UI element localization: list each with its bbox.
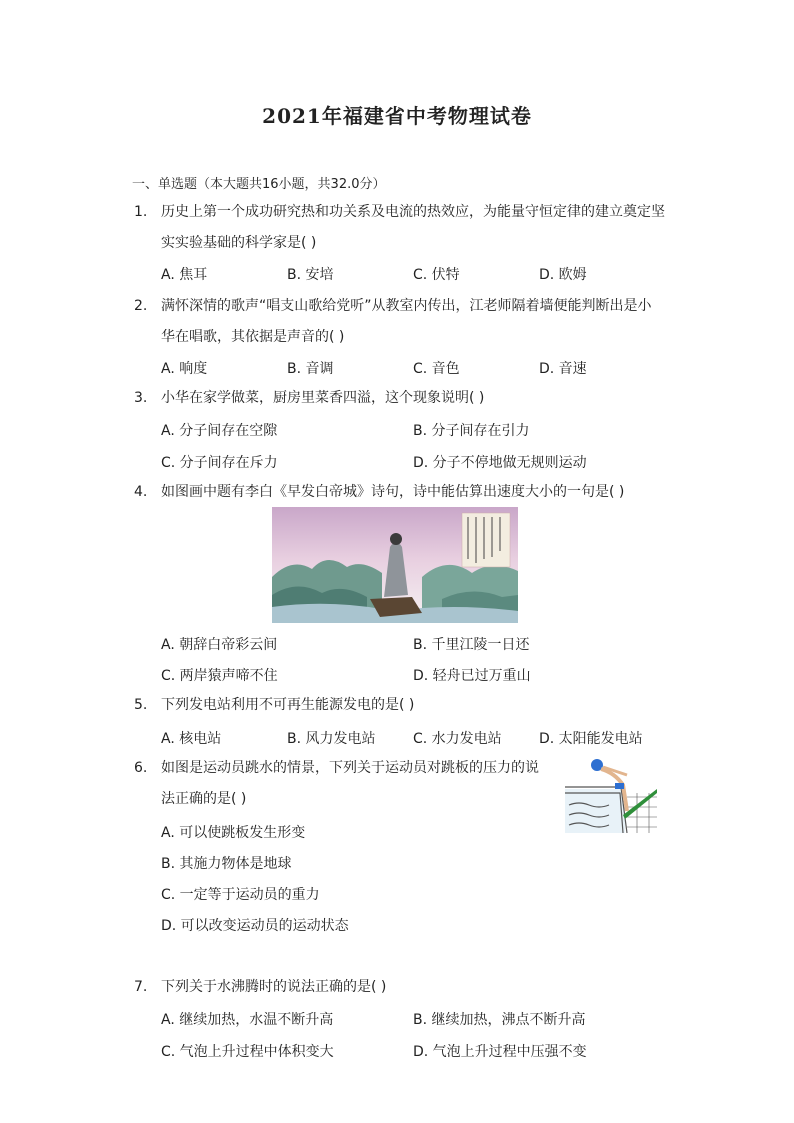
- option-c[interactable]: C. 音色: [413, 361, 460, 377]
- question-stem-line: 下列发电站利用不可再生能源发电的是( ): [161, 697, 415, 713]
- option-d[interactable]: D. 音速: [539, 361, 587, 377]
- option-a[interactable]: A. 继续加热，水温不断升高: [161, 1012, 334, 1028]
- option-d[interactable]: D. 气泡上升过程中压强不变: [413, 1044, 587, 1060]
- question-number: 3.: [134, 390, 148, 406]
- section-heading: 一、单选题（本大题共16小题，共32.0分）: [132, 177, 386, 192]
- option-d[interactable]: D. 可以改变运动员的运动状态: [161, 918, 349, 934]
- question-number: 1.: [134, 204, 148, 220]
- question-stem-line: 如图是运动员跳水的情景，下列关于运动员对跳板的压力的说: [161, 760, 539, 776]
- poem-painting-image: [272, 507, 518, 623]
- option-c[interactable]: C. 一定等于运动员的重力: [161, 887, 320, 903]
- question-number: 5.: [134, 697, 148, 713]
- option-d[interactable]: D. 分子不停地做无规则运动: [413, 455, 587, 471]
- question-stem-line: 满怀深情的歌声“唱支山歌给党听”从教室内传出，江老师隔着墙便能判断出是小: [161, 298, 652, 314]
- question-number: 6.: [134, 760, 148, 776]
- option-d[interactable]: D. 轻舟已过万重山: [413, 668, 531, 684]
- option-d[interactable]: D. 欧姆: [539, 267, 587, 283]
- option-b[interactable]: B. 安培: [287, 267, 334, 283]
- option-a[interactable]: A. 核电站: [161, 731, 222, 747]
- option-a[interactable]: A. 可以使跳板发生形变: [161, 825, 306, 841]
- option-b[interactable]: B. 音调: [287, 361, 334, 377]
- question-stem-line: 小华在家学做菜，厨房里菜香四溢，这个现象说明( ): [161, 390, 485, 406]
- question-number: 7.: [134, 979, 148, 995]
- option-b[interactable]: B. 分子间存在引力: [413, 423, 530, 439]
- option-b[interactable]: B. 继续加热，沸点不断升高: [413, 1012, 586, 1028]
- option-c[interactable]: C. 水力发电站: [413, 731, 502, 747]
- option-b[interactable]: B. 千里江陵一日还: [413, 637, 530, 653]
- option-b[interactable]: B. 其施力物体是地球: [161, 856, 292, 872]
- question-stem-line: 法正确的是( ): [161, 791, 247, 807]
- diver-image: [565, 753, 658, 833]
- question-stem-line: 华在唱歌，其依据是声音的( ): [161, 329, 345, 345]
- question-number: 2.: [134, 298, 148, 314]
- option-a[interactable]: A. 朝辞白帝彩云间: [161, 637, 278, 653]
- question-stem-line: 实实验基础的科学家是( ): [161, 235, 317, 251]
- option-a[interactable]: A. 分子间存在空隙: [161, 423, 278, 439]
- question-stem-line: 如图画中题有李白《早发白帝城》诗句，诗中能估算出速度大小的一句是( ): [161, 484, 625, 500]
- option-b[interactable]: B. 风力发电站: [287, 731, 376, 747]
- option-a[interactable]: A. 响度: [161, 361, 208, 377]
- option-c[interactable]: C. 气泡上升过程中体积变大: [161, 1044, 334, 1060]
- question-number: 4.: [134, 484, 148, 500]
- option-c[interactable]: C. 伏特: [413, 267, 460, 283]
- question-stem-line: 下列关于水沸腾时的说法正确的是( ): [161, 979, 387, 995]
- option-a[interactable]: A. 焦耳: [161, 267, 208, 283]
- option-c[interactable]: C. 两岸猿声啼不住: [161, 668, 278, 684]
- page-title: 2021年福建省中考物理试卷: [262, 104, 532, 128]
- question-stem-line: 历史上第一个成功研究热和功关系及电流的热效应，为能量守恒定律的建立奠定坚: [161, 204, 665, 220]
- option-d[interactable]: D. 太阳能发电站: [539, 731, 643, 747]
- option-c[interactable]: C. 分子间存在斥力: [161, 455, 278, 471]
